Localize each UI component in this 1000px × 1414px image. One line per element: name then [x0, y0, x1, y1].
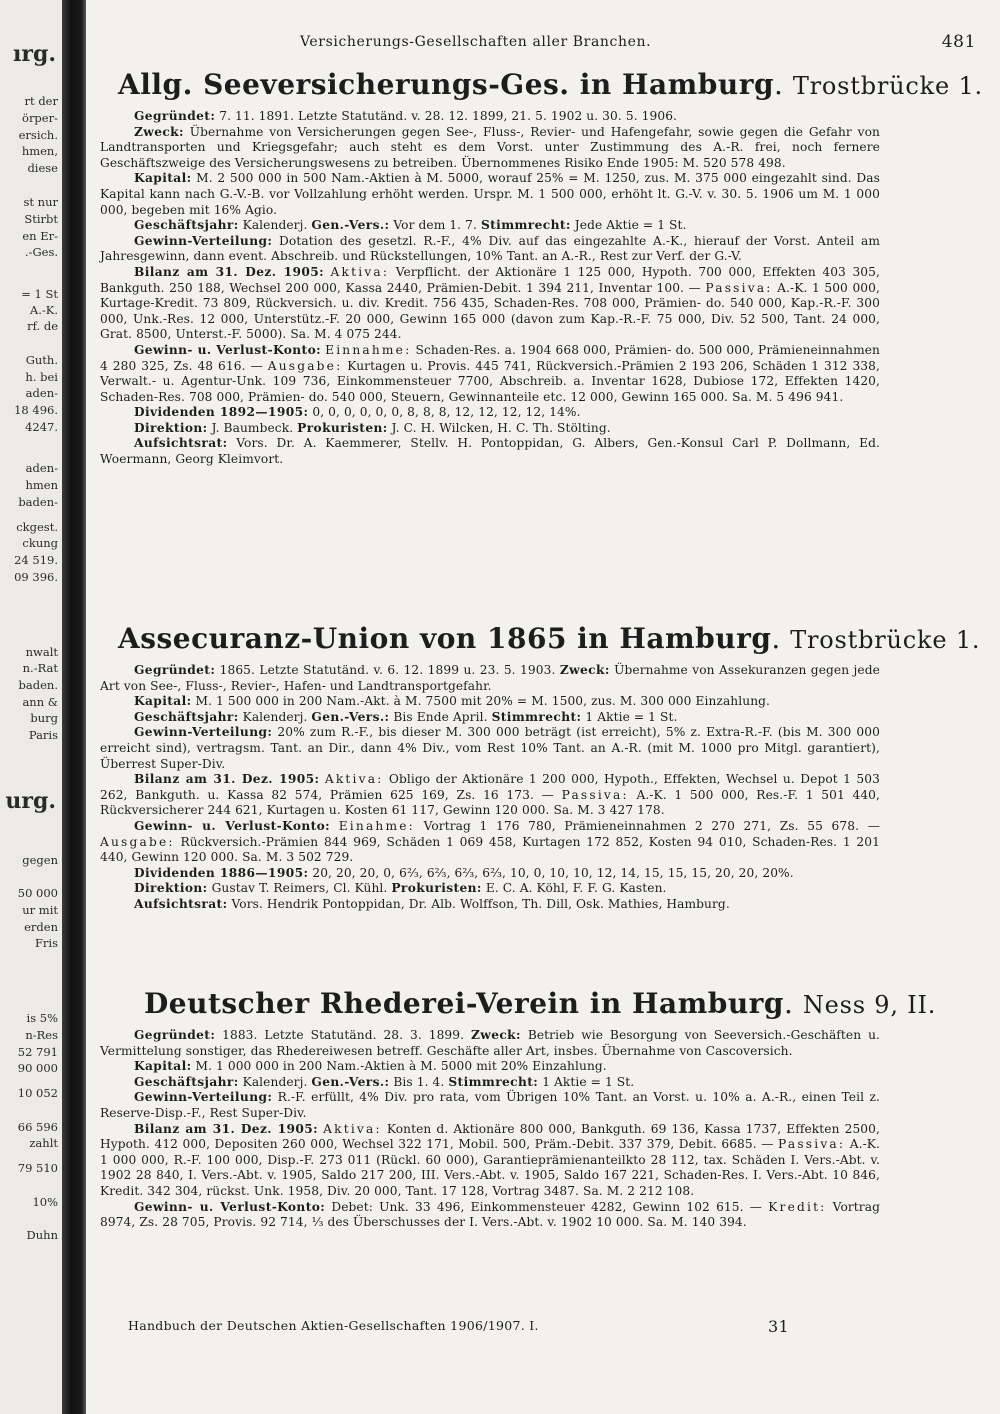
fiscal-year-paragraph: Geschäftsjahr: Kalenderj. Gen.-Vers.: Vor dem 1. 7. Stimmrecht: Jede Aktie = 1 St. [134, 218, 687, 233]
capital-paragraph: Kapital: M. 2 500 000 in 500 Nam.-Aktien à M. 5000, worauf 25% = M. 1250, zus. M. 375 000 eingezahlt sind. Das Kapital kann nach G.-V.-B. vor Vollzahlung erhöht werden. Urspr. M. 1 500 000, erhöht lt. G.-V. v. 30. 5. 1906 um M. 1 000 000, begeben mit 16% Agio. [100, 171, 880, 217]
prev-page-line: ersich. [18, 128, 58, 142]
company-name: Allg. Seeversicherungs-Ges. in Hamburg [118, 68, 775, 101]
prev-page-line: ann & [22, 695, 58, 709]
prev-page-line: Paris [28, 728, 58, 742]
prev-page-line: hmen [25, 478, 58, 492]
profit-loss-paragraph: Gewinn- u. Verlust-Konto: Debet: Unk. 33 496, Einkommensteuer 4282, Gewinn 102 615. — Kredit: Vortrag 8974, Zs. 28 705, Provis. 92 714, ⅓ des Überschusses der I. Vers.-Abt. v. 1902 10 000. Sa. M. 140 394. [100, 1199, 880, 1230]
profit-loss-paragraph: Gewinn- u. Verlust-Konto: Einahme: Vortrag 1 176 780, Prämieneinnahmen 2 270 271, Zs. 55 678. — Ausgabe: Rückversich.-Prämien 844 969, Schäden 1 069 458, Kurtagen 172 852, Kosten 94 010, Schaden-Res. 1 201 440, Gewinn 120 000. Sa. M. 3 502 729. [100, 818, 880, 865]
company-name: Assecuranz-Union von 1865 in Hamburg [118, 622, 772, 655]
profit-distribution-paragraph: Gewinn-Verteilung: 20% zum R.-F., bis dieser M. 300 000 beträgt (ist erreicht), 5% z. Extra-R.-F. (bis M. 300 000 erreicht sind), vertragsm. Tant. an Dir., dann 4% Div., vom Rest 10% Tant. an A.-R. (mit M. 1000 pro Mitgl. garantiert), Überrest Super-Div. [100, 725, 880, 771]
prev-page-line: rt der [24, 94, 58, 108]
management-paragraph: Direktion: Gustav T. Reimers, Cl. Kühl. Prokuristen: E. C. A. Köhl, F. F. G. Kasten. [134, 881, 667, 896]
previous-page-margin [0, 0, 62, 1414]
page-footer [128, 1318, 828, 1336]
prev-page-line: aden- [25, 461, 58, 475]
prev-page-line: = 1 St [21, 287, 58, 301]
prev-page-heading: urg. [5, 788, 56, 814]
balance-sheet-paragraph: Bilanz am 31. Dez. 1905: Aktiva: Obligo der Aktionäre 1 200 000, Hypoth., Effekten, Wechsel u. Depot 1 503 262, Bankguth. u. Kassa 82 574, Prämien 625 169, Zs. 16 173. — Passiva: A.-K. 1 500 000, Res.-F. 1 501 440, Rückversicherer 244 621, Kurtagen u. Kosten 61 117, Gewinn 120 000. Sa. M. 3 427 178. [100, 772, 881, 818]
prev-page-line: 52 791 [17, 1045, 58, 1059]
prev-page-line: st nur [23, 195, 58, 209]
prev-page-line: h. bei [25, 370, 58, 384]
company-entry [100, 987, 937, 1231]
founded-paragraph: Gegründet: 7. 11. 1891. Letzte Statutänd. v. 28. 12. 1899, 21. 5. 1902 u. 30. 5. 1906. [134, 109, 678, 123]
running-head-title: Versicherungs-Gesellschaften aller Branchen. [300, 34, 652, 50]
company-address: Trostbrücke 1. [790, 626, 981, 654]
prev-page-line: ckgest. [16, 520, 58, 534]
prev-page-line: 18 496. [14, 403, 58, 417]
running-head [100, 34, 980, 54]
prev-page-line: Duhn [26, 1228, 58, 1242]
prev-page-line: 90 000 [17, 1061, 58, 1075]
prev-page-line: zahlt [29, 1136, 58, 1150]
prev-page-line: 50 000 [17, 886, 58, 900]
book-page [100, 0, 983, 1414]
prev-page-line: baden- [18, 495, 58, 509]
prev-page-line: nwalt [25, 645, 58, 659]
dividends-paragraph: Dividenden 1892—1905: 0, 0, 0, 0, 0, 0, 8, 8, 8, 12, 12, 12, 12, 14%. [134, 405, 581, 420]
prev-page-line: n.-Rat [22, 661, 58, 675]
company-entry [100, 622, 981, 913]
prev-page-line: .-Ges. [24, 245, 58, 259]
company-heading: Assecuranz-Union von 1865 in Hamburg. Trostbrücke 1. [118, 622, 981, 655]
fiscal-year-paragraph: Geschäftsjahr: Kalenderj. Gen.-Vers.: Bis 1. 4. Stimmrecht: 1 Aktie = 1 St. [134, 1074, 635, 1089]
prev-page-line: diese [27, 161, 58, 175]
capital-paragraph: Kapital: M. 1 500 000 in 200 Nam.-Akt. à M. 7500 mit 20% = M. 1500, zus. M. 300 000 Einzahlung. [134, 694, 771, 709]
profit-distribution-paragraph: Gewinn-Verteilung: R.-F. erfüllt, 4% Div. pro rata, vom Übrigen 10% Tant. an Vorst. u. 10% a. A.-R., einen Teil z. Reserve-Disp.-F., Rest Super-Div. [100, 1090, 880, 1120]
prev-page-line: 10 052 [17, 1086, 58, 1100]
prev-page-line: burg [30, 711, 58, 725]
prev-page-line: hmen, [21, 144, 58, 158]
prev-page-line: 09 396. [14, 570, 58, 584]
company-heading: Allg. Seeversicherungs-Ges. in Hamburg. Trostbrücke 1. [118, 68, 983, 101]
company-address: Ness 9, II. [802, 991, 937, 1019]
page-number: 481 [941, 32, 976, 52]
prev-page-line: 10% [32, 1195, 58, 1209]
prev-page-line: 24 519. [14, 553, 58, 567]
signature-mark: 31 [768, 1317, 789, 1336]
prev-page-line: ckung [22, 536, 58, 550]
prev-page-line: rf. de [27, 319, 58, 333]
prev-page-line: is 5% [26, 1011, 58, 1025]
founded-paragraph: Gegründet: 1883. Letzte Statutänd. 28. 3. 1899. Zweck: Betrieb wie Besorgung von Seeversich.-Geschäften u. Vermittelung sonstiger, das Rhedereiwesen betreff. Geschäfte aller Art, insbes. Übernahme von Cascoversich. [100, 1028, 880, 1058]
purpose-paragraph: Zweck: Übernahme von Versicherungen gegen See-, Fluss-, Revier- und Hafengefahr, sowie gegen die Gefahr von Landtransporten und Kriegsgefahr; auch steht es dem Vorst. unter Zustimmung des A.-R. frei, noch fernere Geschäftszweige des Versicherungswesens zu betreiben. Übernommenes Risiko Ende 1905: M. 520 578 498. [100, 124, 880, 170]
prev-page-line: Fris [34, 936, 58, 950]
prev-page-line: Guth. [25, 353, 58, 367]
company-address: Trostbrücke 1. [792, 72, 983, 100]
fiscal-year-paragraph: Geschäftsjahr: Kalenderj. Gen.-Vers.: Bis Ende April. Stimmrecht: 1 Aktie = 1 St. [134, 709, 678, 724]
prev-page-line: A.-K. [29, 303, 58, 317]
supervisory-board-paragraph: Aufsichtsrat: Vors. Dr. A. Kaemmerer, Stellv. H. Pontoppidan, G. Albers, Gen.-Konsul Carl P. Dollmann, Ed. Woermann, Georg Kleimvort. [100, 436, 880, 467]
management-paragraph: Direktion: J. Baumbeck. Prokuristen: J. C. H. Wilcken, H. C. Th. Stölting. [134, 420, 611, 435]
company-heading: Deutscher Rhederei-Verein in Hamburg. Ness 9, II. [144, 987, 937, 1020]
company-entry [100, 68, 983, 468]
prev-page-line: 79 510 [17, 1161, 58, 1175]
prev-page-line: gegen [22, 853, 58, 867]
balance-sheet-paragraph: Bilanz am 31. Dez. 1905: Aktiva: Konten d. Aktionäre 800 000, Bankguth. 69 136, Kassa 1737, Effekten 2500, Hypoth. 412 000, Depositen 260 000, Wechsel 322 171, Mobil. 500, Präm.-Debit. 337 379, Debit. 6685. — Passiva: A.-K. 1 000 000, R.-F. 100 000, Disp.-F. 273 011 (Rückl. 60 000), Garantieprämienanteilkto 28 112, tax. Schäden I. Vers.-Abt. v. 1902 28 840, I. Vers.-Abt. v. 1905, Saldo 217 200, III. Vers.-Abt. v. 1905, Saldo 167 221, Schaden-Res. I. Vers.-Abt. 10 846, Kredit. 342 304, rückst. Unk. 1958, Div. 20 000, Tant. 17 128, Vortrag 3487. Sa. M. 2 212 108. [100, 1121, 880, 1198]
profit-distribution-paragraph: Gewinn-Verteilung: Dotation des gesetzl. R.-F., 4% Div. auf das eingezahlte A.-K., hierauf der Vorst. Anteil am Jahresgewinn, dann event. Abschreib. und Rückstellungen, 10% Tant. an A.-R., Rest zur Verf. der G.-V. [100, 233, 880, 264]
prev-page-line: Stirbt [24, 212, 58, 226]
capital-paragraph: Kapital: M. 1 000 000 in 200 Nam.-Aktien à M. 5000 mit 20% Einzahlung. [134, 1059, 607, 1074]
dividends-paragraph: Dividenden 1886—1905: 20, 20, 20, 0, 6⅔, 6⅔, 6⅔, 6⅔, 10, 0, 10, 10, 12, 14, 15, 15, 15, 20, 20, 20%. [134, 865, 794, 880]
balance-sheet-paragraph: Bilanz am 31. Dez. 1905: Aktiva: Verpflicht. der Aktionäre 1 125 000, Hypoth. 700 000, Effekten 403 305, Bankguth. 250 188, Wechsel 200 000, Kassa 2440, Prämien-Debit. 1 394 211, Inventar 100. — Passiva: A.-K. 1 500 000, Kurtage-Kredit. 73 809, Rückversich. u. div. Kredit. 756 435, Schaden-Res. 708 000, Prämien- do. 540 000, Kap.-R.-F. 300 000, Unk.-Res. 12 000, Unterstütz.-F. 20 000, Gewinn 165 000 (davon zum Kap.-R.-F. 75 000, Div. 52 500, Tant. 24 000, Grat. 8500, Unterst.-F. 5000). Sa. M. 4 075 244. [100, 264, 880, 342]
supervisory-board-paragraph: Aufsichtsrat: Vors. Hendrik Pontoppidan, Dr. Alb. Wolffson, Th. Dill, Osk. Mathies, Hamburg. [134, 896, 730, 911]
prev-page-line: ur mit [22, 903, 58, 917]
founded-paragraph: Gegründet: 1865. Letzte Statutänd. v. 6. 12. 1899 u. 23. 5. 1903. Zweck: Übernahme von Assekuranzen gegen jede Art von See-, Fluss-, Revier-, Hafen- und Landtransportgefahr. [100, 663, 880, 693]
prev-page-line: erden [24, 920, 58, 934]
prev-page-line: en Er- [22, 229, 58, 243]
footer-text: Handbuch der Deutschen Aktien-Gesellschaften 1906/1907. I. [128, 1318, 539, 1333]
prev-page-line: baden. [18, 678, 58, 692]
prev-page-heading: ırg. [13, 41, 56, 67]
prev-page-line: 66 596 [17, 1120, 58, 1134]
book-gutter [62, 0, 86, 1414]
profit-loss-paragraph: Gewinn- u. Verlust-Konto: Einnahme: Schaden-Res. a. 1904 668 000, Prämien- do. 500 000, Prämieneinnahmen 4 280 325, Zs. 48 616. — Ausgabe: Kurtagen u. Provis. 445 741, Rückversich.-Prämien 2 193 206, Schäden 1 312 338, Verwalt.- u. Agentur-Unk. 109 736, Einkommensteuer 7700, Abschreib. a. Inventar 1628, Dubiose 172, Effekten 1420, Schaden-Res. 708 000, Prämien- do. 540 000, Steuern, Gewinnanteile etc. 12 000, Gewinn 165 000. Sa. M. 5 496 941. [100, 342, 880, 404]
prev-page-line: aden- [25, 386, 58, 400]
prev-page-line: örper- [22, 111, 58, 125]
prev-page-line: n-Res [25, 1028, 58, 1042]
company-name: Deutscher Rhederei-Verein in Hamburg [144, 987, 785, 1020]
prev-page-line: 4247. [25, 420, 58, 434]
